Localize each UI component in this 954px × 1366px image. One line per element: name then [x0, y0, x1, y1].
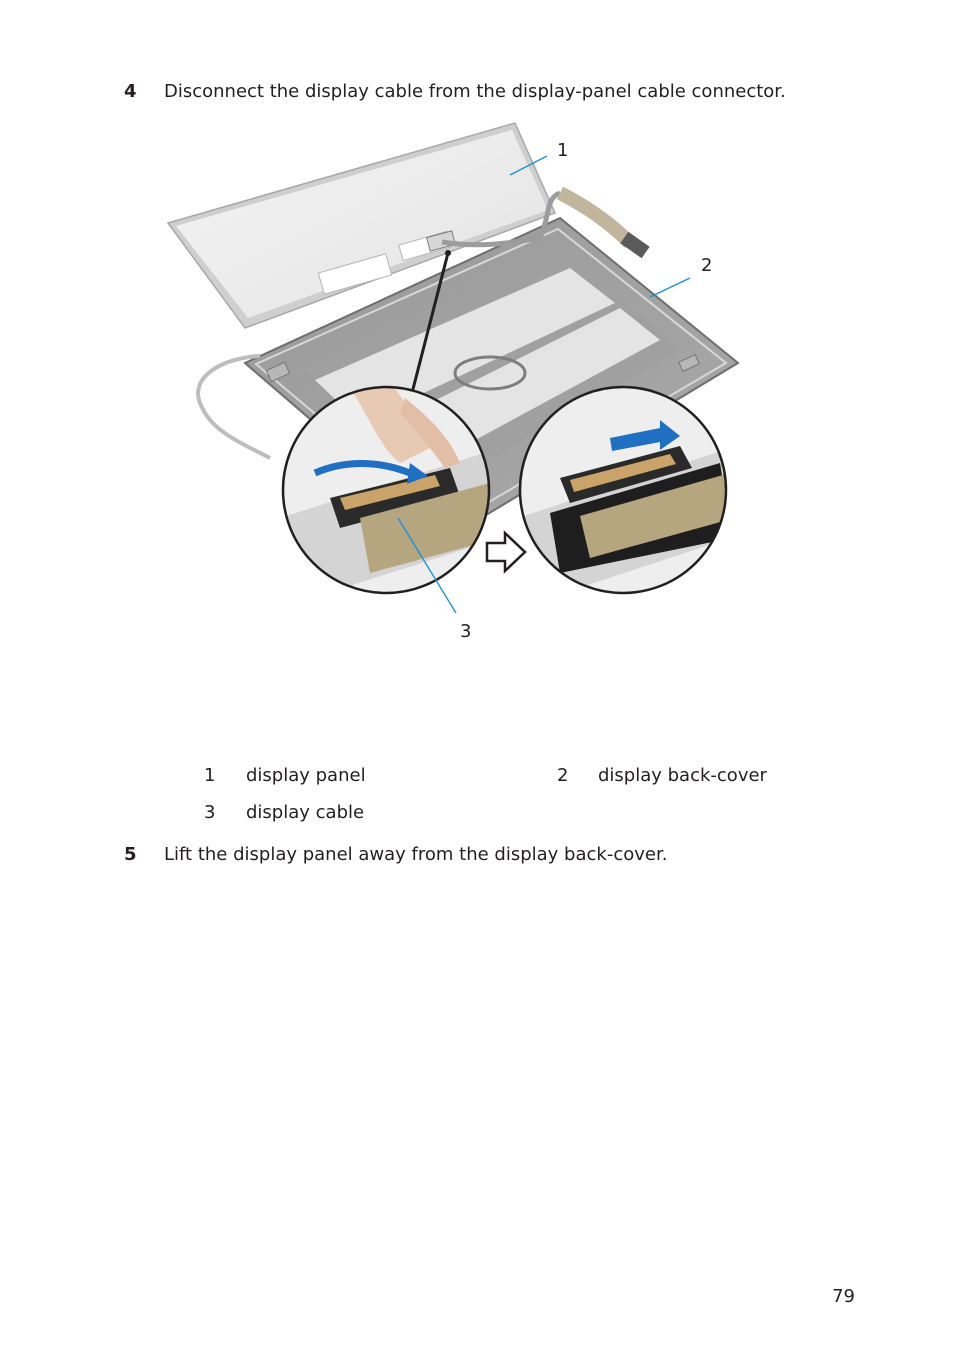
- step-number: 4: [124, 81, 137, 102]
- callout-number-2: 2: [701, 255, 713, 276]
- step-4: [124, 80, 844, 106]
- legend-number: 3: [204, 802, 216, 823]
- step-number: 5: [124, 844, 137, 865]
- callout-number-3: 3: [460, 621, 472, 642]
- legend-label: display cable: [246, 802, 365, 823]
- zoom-pointer-dot: [445, 250, 451, 256]
- next-step-arrow-icon: [487, 533, 525, 571]
- step-text: Lift the display panel away from the display back-cover.: [164, 844, 668, 865]
- step-text: Disconnect the display cable from the display-panel cable connector.: [164, 81, 786, 102]
- step-5: [124, 843, 844, 869]
- legend-label: display panel: [246, 765, 366, 786]
- figure-svg: [160, 118, 760, 658]
- page-number: 79: [832, 1286, 855, 1307]
- callout-number-1: 1: [557, 140, 569, 161]
- legend-label: display back-cover: [598, 765, 767, 786]
- legend-number: 2: [557, 765, 569, 786]
- legend-number: 1: [204, 765, 216, 786]
- figure-illustration: [160, 118, 760, 658]
- callout-line-2: [650, 278, 690, 297]
